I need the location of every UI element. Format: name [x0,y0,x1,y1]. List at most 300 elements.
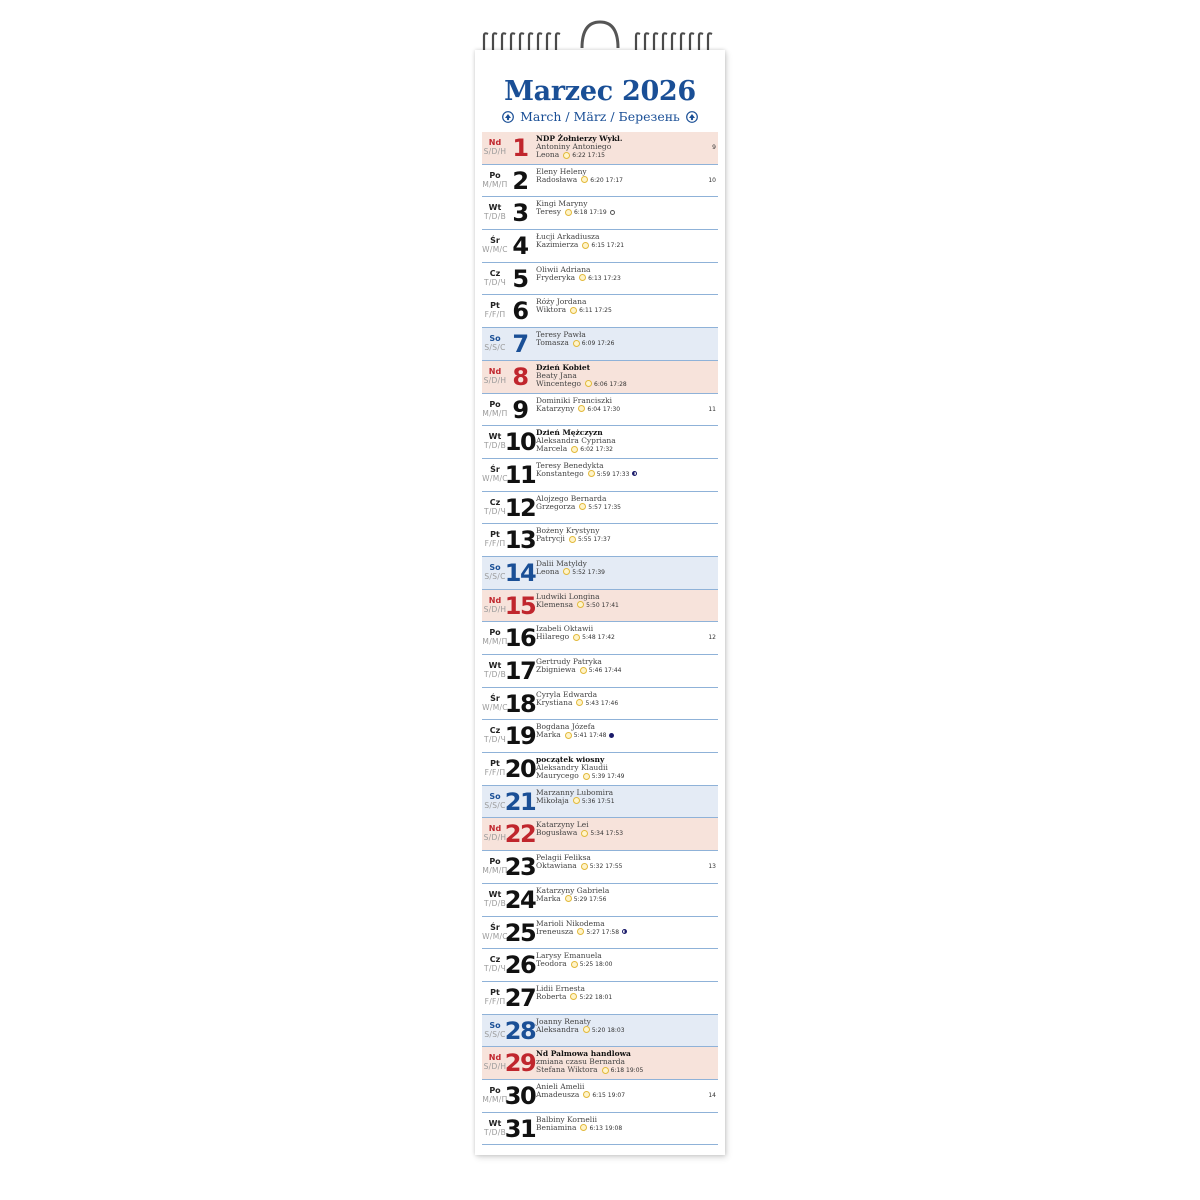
weekday-abbr: S/D/Н [483,833,507,843]
weekday-abbr: M/M/П [482,866,508,876]
sun-icon [579,503,586,510]
weekday-label: Cz [489,497,501,507]
weekday-label: Śr [490,236,500,246]
weekday-abbr: F/F/П [484,768,506,778]
day-row [482,590,718,623]
sun-icon [583,773,590,780]
day-info [536,298,696,315]
weekday-abbr: M/M/П [482,637,508,647]
name-day-text: Hilarego [536,632,570,642]
sun-icon [581,830,588,837]
sun-icon [563,568,570,575]
sunset-time: 17:17 [605,176,623,184]
left-emblem-icon [502,111,514,123]
day-row [482,786,718,819]
sunrise-time: 5:29 [573,895,588,903]
sunset-time: 17:42 [597,634,615,642]
day-info [536,495,696,512]
day-info [536,233,696,250]
day-info [536,691,696,708]
name-day-text: Teresy [536,207,561,217]
sunset-time: 18:03 [607,1026,625,1034]
name-day-text: Marcela [536,444,568,454]
sun-icon [588,470,595,477]
day-info [536,331,696,348]
name-day-text: Ludwiki Longina [536,591,600,601]
sunrise-time: 6:02 [580,446,594,454]
sunrise-time: 6:18 [610,1067,625,1075]
name-day-text: Łucji Arkadiusza [536,232,600,242]
day-row [482,949,718,982]
weekday-abbr: T/D/В [483,441,507,451]
weekday-label: Śr [490,693,500,703]
day-info [536,854,696,871]
day-row [482,524,718,557]
weekday-abbr: T/D/В [483,212,507,222]
day-row [482,492,718,525]
name-day-text: zmiana czasu Bernarda [536,1057,626,1067]
weekday-label: Wt [488,203,502,213]
weekday-abbr: S/S/С [484,343,506,353]
sunset-time: 17:25 [594,307,612,315]
name-day-text: Anieli Amelii [536,1081,585,1091]
weekday-label: Nd [488,824,502,834]
day-row [482,655,718,688]
day-info [536,429,696,454]
day-number: 25 [504,918,536,947]
name-day-text: Marzanny Lubomira [536,787,614,797]
sunset-time: 17:56 [589,895,607,903]
day-info [536,266,696,283]
name-day-text: Antoniny Antoniego [536,142,612,151]
name-day-text: Joanny Renaty [536,1016,591,1026]
week-number: 14 [708,1091,716,1099]
sun-icon [577,601,584,608]
sun-icon [571,961,578,968]
sunrise-time: 5:36 [581,797,596,805]
day-info [536,135,696,160]
weekday-label: So [489,562,501,572]
weekday-label: Pt [490,759,500,769]
day-info [536,821,696,838]
day-info [536,920,696,937]
weekday-label: So [489,791,501,801]
name-day-text: Teresy Benedykta [536,460,604,470]
day-row [482,818,718,851]
sunset-time: 17:15 [587,152,605,159]
sunrise-time: 6:13 [588,274,602,282]
sunset-time: 17:37 [593,536,611,544]
sunrise-time: 5:50 [586,601,600,609]
day-row [482,688,718,721]
weekday-abbr: W/M/С [482,473,508,483]
name-day-text: Zbigniewa [536,665,576,674]
day-number: 10 [504,428,536,457]
name-day-text: Beniamina [536,1122,577,1132]
sun-icon [565,895,572,902]
weekday-abbr: F/F/П [484,539,506,549]
day-number: 9 [512,395,528,424]
weekday-label: Nd [488,595,502,605]
name-day-text: Bożeny Krystyny [536,526,600,536]
sunrise-time: 5:25 [579,961,594,969]
name-day-text: Maurycego [536,771,579,781]
name-day-text: Radosława [536,174,578,184]
weekday-label: Po [489,170,501,180]
moon-phase-icon [622,929,627,934]
name-day-text: Aleksandry Klaudii [536,763,608,773]
day-number: 28 [504,1016,536,1045]
weekday-abbr: T/D/Ч [483,964,507,974]
day-number: 4 [512,232,528,261]
week-number: 10 [708,176,716,184]
day-info [536,887,696,904]
sunrise-time: 6:11 [579,307,593,315]
day-row [482,917,718,950]
name-day-text: Ireneusza [536,926,574,936]
sunrise-time: 5:41 [573,732,588,740]
sunset-time: 17:53 [605,830,624,838]
day-row [482,459,718,492]
day-number: 20 [504,755,536,784]
sunrise-time: 6:15 [591,242,605,250]
sunrise-time: 5:48 [582,634,596,642]
weekday-label: Pt [490,530,500,540]
month-title: Marzec 2026 [504,76,696,107]
day-info [536,364,696,389]
moon-phase-icon [610,210,615,215]
name-day-text: Patrycji [536,534,565,544]
name-day-text: Klemensa [536,599,574,609]
weekday-label: Wt [488,432,502,442]
sunrise-time: 5:20 [591,1026,606,1034]
sunset-time: 17:35 [603,503,621,511]
sun-icon [563,152,570,159]
sunrise-time: 6:06 [594,380,608,388]
moon-phase-icon [609,733,614,738]
day-row [482,295,718,328]
sunset-time: 17:30 [602,405,621,413]
name-day-text: Kazimierza [536,240,579,250]
name-day-text: Gertrudy Patryka [536,657,602,666]
week-number: 9 [712,144,716,151]
sunset-time: 17:41 [601,601,619,609]
day-number: 3 [512,199,528,228]
sunset-time: 17:28 [609,380,627,388]
sun-icon [573,634,580,641]
day-number: 27 [504,983,536,1012]
name-day-text: Wiktora [536,305,567,315]
sunset-time: 17:44 [604,667,622,674]
day-number: 8 [512,362,528,391]
day-number: 12 [504,493,536,522]
weekday-abbr: T/D/Ч [483,277,507,287]
sunset-time: 18:01 [594,993,613,1001]
day-info [536,985,696,1002]
day-number: 11 [504,460,536,489]
weekday-abbr: W/M/С [482,931,508,941]
name-day-text: Katarzyny [536,403,575,413]
name-day-text: Marka [536,893,561,903]
day-info [536,593,696,610]
day-row [482,197,718,230]
sun-icon [576,699,583,706]
name-day-text: Dalii Matyldy [536,558,587,568]
sunset-time: 17:39 [587,568,605,576]
day-number: 13 [504,526,536,555]
name-day-text: Balbiny Kornelii [536,1114,597,1124]
sunset-time: 19:05 [626,1067,644,1075]
sunset-time: 19:08 [604,1124,623,1132]
day-number: 7 [512,330,528,359]
sunset-time: 17:49 [607,773,625,781]
sun-icon [582,242,589,249]
sun-icon [579,274,586,281]
sun-icon [569,536,576,543]
weekday-abbr: M/M/П [482,1094,508,1104]
day-row [482,132,718,165]
day-number: 5 [512,264,528,293]
sunrise-time: 6:09 [581,340,596,348]
sun-icon [578,405,585,412]
day-row [482,361,718,394]
name-day-text: Aleksandra [536,1024,579,1034]
name-day-text: Katarzyny Gabriela [536,885,610,895]
sun-icon [571,446,578,453]
day-row [482,328,718,361]
name-day-text: Katarzyny Lei [536,820,589,830]
name-day-text: Konstantego [536,468,584,478]
day-number: 21 [504,787,536,816]
sun-icon [581,863,588,870]
name-day-text: Lidii Ernesta [536,983,586,993]
sun-icon [573,797,580,804]
day-row [482,165,718,198]
sun-icon [573,340,580,347]
sunrise-time: 5:32 [589,863,604,871]
sun-icon [583,1026,590,1033]
week-number: 12 [708,634,716,642]
day-info [536,200,696,217]
sunrise-time: 5:22 [579,993,593,1001]
sun-icon [570,307,577,314]
day-info [536,658,696,675]
day-info [536,789,696,806]
day-number: 26 [504,951,536,980]
weekday-label: Nd [488,366,502,376]
sunset-time: 17:26 [597,340,615,348]
name-day-text: Oliwii Adriana [536,264,591,274]
sun-icon [580,667,587,674]
day-info [536,527,696,544]
holiday-label: Dzień Mężczyzn [536,428,603,438]
weekday-label: Pt [490,987,500,997]
weekday-abbr: M/M/П [482,179,508,189]
weekday-label: Wt [488,889,502,899]
name-day-text: Róży Jordana [536,297,587,307]
day-info [536,756,696,781]
day-row [482,426,718,459]
day-row [482,622,718,655]
sunset-time: 18:00 [595,961,613,969]
day-info [536,168,696,185]
sunset-time: 17:55 [605,863,623,871]
day-number: 24 [504,885,536,914]
day-row [482,851,718,884]
name-day-text: Stefana Wiktora [536,1065,598,1075]
day-row [482,1015,718,1048]
weekday-label: Wt [488,1118,502,1128]
sunrise-time: 5:34 [590,830,604,838]
name-day-text: Beaty Jana [536,370,577,380]
weekday-label: Po [489,1085,501,1095]
moon-phase-icon [632,471,637,476]
name-day-text: Eleny Heleny [536,166,587,176]
sun-icon [580,1124,587,1131]
day-number: 30 [504,1081,536,1110]
sun-icon [577,928,584,935]
weekday-label: Nd [488,138,502,147]
name-day-text: Bogdana Józefa [536,722,595,732]
sunrise-time: 5:59 [596,470,611,478]
day-info [536,397,696,414]
day-row [482,230,718,263]
holiday-label: Dzień Kobiet [536,362,591,372]
weekday-label: So [489,1020,501,1030]
weekday-label: Cz [489,268,501,278]
day-info [536,1083,696,1100]
day-info [536,625,696,642]
weekday-label: Cz [489,955,501,965]
sun-icon [585,380,592,387]
day-row [482,1113,718,1146]
name-day-text: Bogusława [536,828,578,838]
sunrise-time: 6:22 [572,152,586,159]
name-day-text: Alojzego Bernarda [536,493,607,503]
weekday-label: Cz [489,726,501,736]
weekday-label: Śr [490,464,500,474]
day-number: 18 [504,689,536,718]
weekday-label: So [489,334,501,344]
sunset-time: 17:51 [597,797,615,805]
sunrise-time: 5:43 [585,699,599,707]
day-row [482,982,718,1015]
weekday-abbr: S/S/С [484,1029,506,1039]
name-day-text: Pelagii Feliksa [536,853,591,863]
weekday-label: Nd [488,1053,502,1063]
sunset-time: 17:58 [601,928,620,936]
sunrise-time: 5:46 [588,667,603,674]
sunrise-time: 6:15 [592,1091,606,1099]
name-day-text: Grzegorza [536,501,576,511]
weekday-label: Śr [490,922,500,932]
day-row [482,720,718,753]
day-info [536,462,696,479]
sunrise-time: 6:18 [573,209,588,217]
weekday-abbr: S/S/С [484,571,506,581]
day-number: 19 [504,722,536,751]
day-number: 1 [512,134,528,162]
name-day-text: Teresy Pawła [536,330,586,340]
day-number: 14 [504,558,536,587]
sunset-time: 17:33 [612,470,630,478]
sunrise-time: 5:52 [572,568,586,576]
day-row [482,753,718,786]
weekday-abbr: M/M/П [482,408,508,418]
weekday-abbr: F/F/П [484,310,506,320]
weekday-abbr: T/D/Ч [483,506,507,516]
sun-icon [581,176,588,183]
day-info [536,1116,696,1133]
day-number: 23 [504,853,536,882]
sunset-time: 17:21 [606,242,625,250]
name-day-text: Leona [536,150,560,159]
sunrise-time: 5:57 [588,503,602,511]
week-number: 13 [708,863,716,871]
name-day-text: Kingi Maryny [536,199,588,209]
sunrise-time: 6:13 [589,1124,603,1132]
day-info [536,723,696,740]
weekday-abbr: S/D/Н [483,604,507,614]
weekday-abbr: S/S/С [484,800,506,810]
name-day-text: Marka [536,730,561,740]
weekday-abbr: T/D/В [483,898,507,908]
sun-icon [565,209,572,216]
weekday-abbr: S/D/Н [483,1062,507,1072]
name-day-text: Izabeli Oktawii [536,624,594,634]
name-day-text: Oktawiana [536,861,577,871]
sunset-time: 17:32 [595,446,613,454]
sunset-time: 17:23 [603,274,621,282]
weekday-abbr: S/D/Н [483,147,507,156]
day-number: 6 [512,297,528,326]
week-number: 11 [708,405,716,413]
day-row [482,557,718,590]
day-list [482,132,718,1145]
sunrise-time: 6:04 [587,405,601,413]
weekday-label: Po [489,399,501,409]
name-day-text: Fryderyka [536,272,576,282]
day-number: 16 [504,624,536,653]
holiday-label: Nd Palmowa handlowa [536,1049,631,1059]
name-day-text: Tomasza [536,338,569,348]
name-day-text: Aleksandra Cypriana [536,436,616,446]
day-row [482,1080,718,1113]
calendar-header [475,76,725,125]
day-info [536,1018,696,1035]
weekday-label: Po [489,857,501,867]
weekday-abbr: T/D/В [483,670,507,679]
sunset-time: 19:07 [607,1091,626,1099]
sun-icon [602,1067,609,1074]
day-number: 17 [504,657,536,685]
holiday-label: początek wiosny [536,755,605,765]
day-number: 22 [504,820,536,849]
day-row [482,394,718,427]
name-day-text: Wincentego [536,378,582,388]
month-subtitle: March / März / Березень [520,109,680,124]
name-day-text: Leona [536,566,560,576]
day-row [482,884,718,917]
weekday-abbr: T/D/Ч [483,735,507,745]
name-day-text: Larysy Emanuela [536,951,602,961]
sunset-time: 17:19 [589,209,607,217]
weekday-label: Po [489,628,501,638]
sunset-time: 17:46 [600,699,619,707]
sun-icon [583,1091,590,1098]
day-row [482,263,718,296]
weekday-label: Wt [488,661,502,670]
